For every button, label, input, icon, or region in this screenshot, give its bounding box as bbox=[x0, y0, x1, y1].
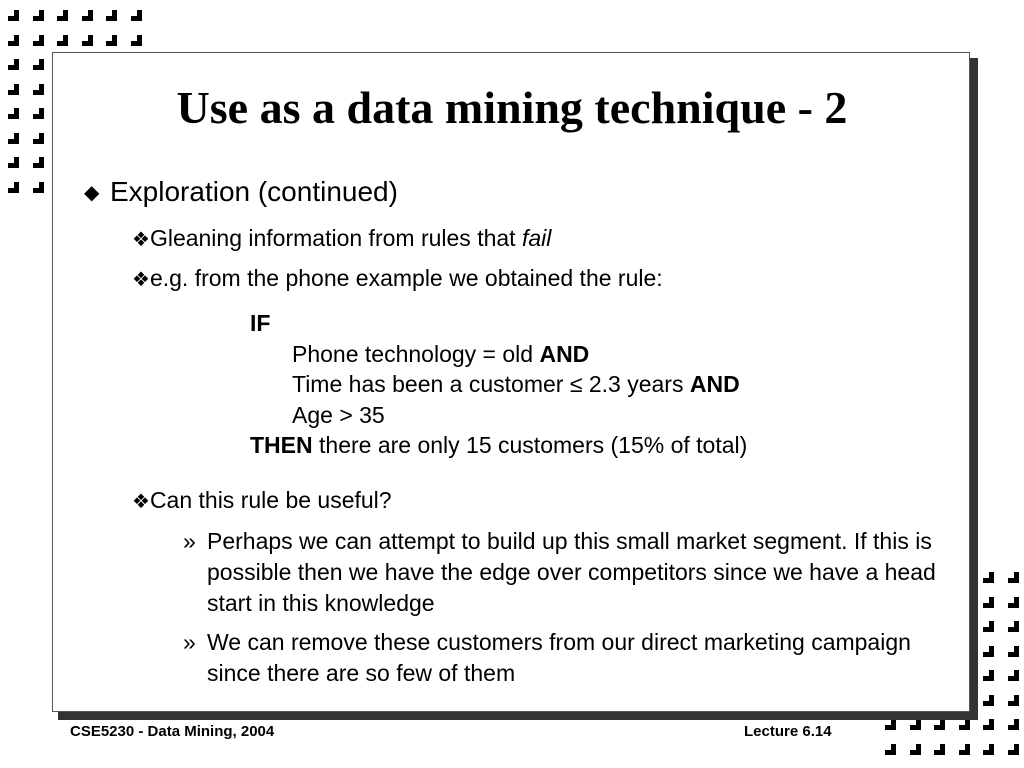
decorative-square bbox=[934, 719, 945, 730]
rule-and-2: AND bbox=[689, 371, 740, 397]
decorative-square bbox=[1008, 646, 1019, 657]
decorative-square bbox=[983, 597, 994, 608]
decorative-square bbox=[33, 35, 44, 46]
decorative-square bbox=[1008, 670, 1019, 681]
raquo-bullet-icon: » bbox=[183, 528, 196, 554]
decorative-square bbox=[910, 744, 921, 755]
decorative-square bbox=[33, 182, 44, 193]
decorative-square bbox=[106, 35, 117, 46]
decorative-square bbox=[33, 59, 44, 70]
sub-bullet-gleaning-text: Gleaning information from rules that bbox=[149, 225, 522, 251]
decorative-square bbox=[983, 646, 994, 657]
decorative-square bbox=[934, 744, 945, 755]
rule-condition-1: Phone technology = old bbox=[292, 340, 540, 367]
decorative-square bbox=[983, 670, 994, 681]
decorative-square bbox=[1008, 621, 1019, 632]
decorative-square bbox=[8, 59, 19, 70]
decorative-square bbox=[8, 157, 19, 168]
diamond-bullet-icon: ◆ bbox=[84, 182, 100, 204]
decorative-square bbox=[33, 157, 44, 168]
decorative-square bbox=[983, 621, 994, 632]
sub-bullet-gleaning-italic: fail bbox=[521, 225, 552, 251]
footer-lecture-number: Lecture 6.14 bbox=[744, 723, 832, 740]
rule-conclusion: there are only 15 customers (15% of total) bbox=[312, 432, 748, 458]
decorative-square bbox=[33, 10, 44, 21]
decorative-square bbox=[1008, 572, 1019, 583]
bullet-exploration-text: Exploration (continued) bbox=[110, 176, 398, 207]
slide-title: Use as a data mining technique - 2 bbox=[176, 82, 848, 133]
rule-block bbox=[250, 308, 747, 461]
rule-then: THEN bbox=[250, 432, 313, 458]
raquo-bullet-icon: » bbox=[183, 629, 196, 655]
decorative-square bbox=[57, 35, 68, 46]
decorative-square bbox=[82, 35, 93, 46]
decorative-square bbox=[885, 744, 896, 755]
point-build-segment bbox=[183, 526, 943, 619]
decorative-square bbox=[57, 10, 68, 21]
decorative-square bbox=[82, 10, 93, 21]
decorative-square bbox=[885, 719, 896, 730]
decorative-square bbox=[959, 719, 970, 730]
sub-bullet-example bbox=[132, 262, 663, 296]
decorative-square bbox=[983, 572, 994, 583]
decorative-square bbox=[983, 719, 994, 730]
rule-and-1: AND bbox=[539, 340, 590, 367]
decorative-square bbox=[8, 182, 19, 193]
rule-condition-2: Time has been a customer ≤ 2.3 years bbox=[292, 371, 690, 397]
decorative-square bbox=[959, 744, 970, 755]
decorative-square bbox=[131, 10, 142, 21]
rule-if: IF bbox=[250, 310, 271, 336]
decorative-square bbox=[8, 10, 19, 21]
sub-bullet-useful bbox=[132, 484, 392, 518]
decorative-square bbox=[1008, 597, 1019, 608]
four-diamond-bullet-icon: ❖ bbox=[132, 229, 150, 251]
decorative-square bbox=[910, 719, 921, 730]
sub-bullet-useful-text: Can this rule be useful? bbox=[149, 487, 392, 513]
footer-course: CSE5230 - Data Mining, 2004 bbox=[70, 723, 275, 740]
decorative-square bbox=[131, 35, 142, 46]
decorative-square bbox=[8, 35, 19, 46]
point-build-segment-text: Perhaps we can attempt to build up this small market segment. If this is possible then we have the edge over competitors since we have a head start in this knowledge bbox=[207, 528, 936, 616]
decorative-square bbox=[1008, 744, 1019, 755]
point-remove-customers-text: We can remove these customers from our direct marketing campaign since there are so few of them bbox=[207, 629, 911, 686]
decorative-square bbox=[1008, 719, 1019, 730]
sub-bullet-example-text: e.g. from the phone example we obtained the rule: bbox=[149, 265, 663, 291]
decorative-square bbox=[106, 10, 117, 21]
four-diamond-bullet-icon: ❖ bbox=[132, 491, 150, 513]
point-remove-customers bbox=[183, 627, 943, 689]
decorative-square bbox=[983, 695, 994, 706]
decorative-square bbox=[1008, 695, 1019, 706]
sub-bullet-gleaning bbox=[132, 222, 551, 256]
bullet-exploration bbox=[84, 172, 398, 213]
rule-condition-3: Age > 35 bbox=[292, 401, 385, 428]
decorative-square bbox=[983, 744, 994, 755]
four-diamond-bullet-icon: ❖ bbox=[132, 269, 150, 291]
